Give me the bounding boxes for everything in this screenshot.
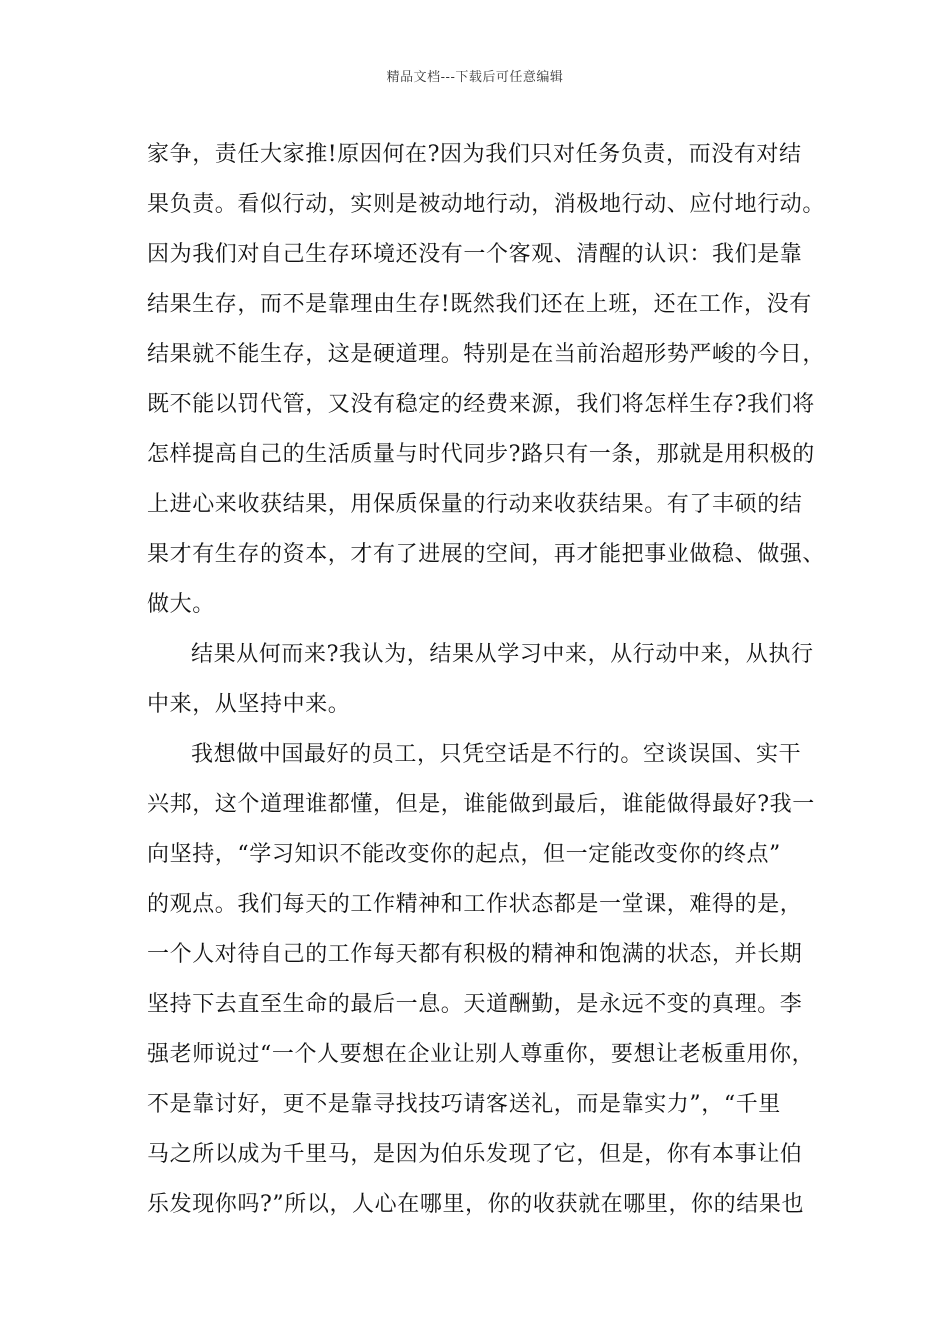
- text-line: 乐发现你吗?”所以，人心在哪里，你的收获就在哪里，你的结果也: [147, 1192, 805, 1217]
- text-line: 既不能以罚代管，又没有稳定的经费来源，我们将怎样生存?我们将: [147, 392, 815, 417]
- text-line-paragraph-start: 结果从何而来?我认为，结果从学习中来，从行动中来，从执行: [191, 642, 814, 667]
- text-line: 向坚持，“学习知识不能改变你的起点，但一定能改变你的终点”: [147, 842, 781, 867]
- text-line: 马之所以成为千里马，是因为伯乐发现了它，但是，你有本事让伯: [147, 1142, 803, 1167]
- text-line: 怎样提高自己的生活质量与时代同步?路只有一条，那就是用积极的: [147, 442, 815, 467]
- text-line: 结果就不能生存，这是硬道理。特别是在当前治超形势严峻的今日，: [147, 342, 826, 367]
- text-line: 结果生存，而不是靠理由生存!既然我们还在上班，还在工作，没有: [147, 292, 812, 317]
- text-line: 家争，责任大家推!原因何在?因为我们只对任务负责，而没有对结: [147, 142, 802, 167]
- text-line: 一个人对待自己的工作每天都有积极的精神和饱满的状态，并长期: [147, 942, 803, 967]
- text-line-paragraph-start: 我想做中国最好的员工，只凭空话是不行的。空谈误国、实干: [191, 742, 802, 767]
- body-text: [147, 130, 826, 1230]
- text-line: 上进心来收获结果，用保质保量的行动来收获结果。有了丰硕的结: [147, 492, 803, 517]
- text-line: 因为我们对自己生存环境还没有一个客观、清醒的认识：我们是靠: [147, 242, 803, 267]
- text-line: 果负责。看似行动，实则是被动地行动，消极地行动、应付地行动。: [147, 192, 826, 217]
- text-line: 坚持下去直至生命的最后一息。天道酬勤，是永远不变的真理。李: [147, 992, 803, 1017]
- text-line: 中来，从坚持中来。: [147, 692, 351, 717]
- text-line: 兴邦，这个道理谁都懂，但是，谁能做到最后，谁能做得最好?我一: [147, 792, 815, 817]
- text-line: 的观点。我们每天的工作精神和工作状态都是一堂课，难得的是，: [147, 892, 803, 917]
- text-line: 强老师说过“一个人要想在企业让别人尊重你，要想让老板重用你，: [147, 1042, 815, 1067]
- text-line: 做大。: [147, 592, 215, 617]
- page-header: 精品文档---下载后可任意编辑: [386, 70, 564, 85]
- text-line: 不是靠讨好，更不是靠寻找技巧请客送礼，而是靠实力”，“千里: [147, 1092, 781, 1117]
- text-line: 果才有生存的资本，才有了进展的空间，再才能把事业做稳、做强、: [147, 542, 826, 567]
